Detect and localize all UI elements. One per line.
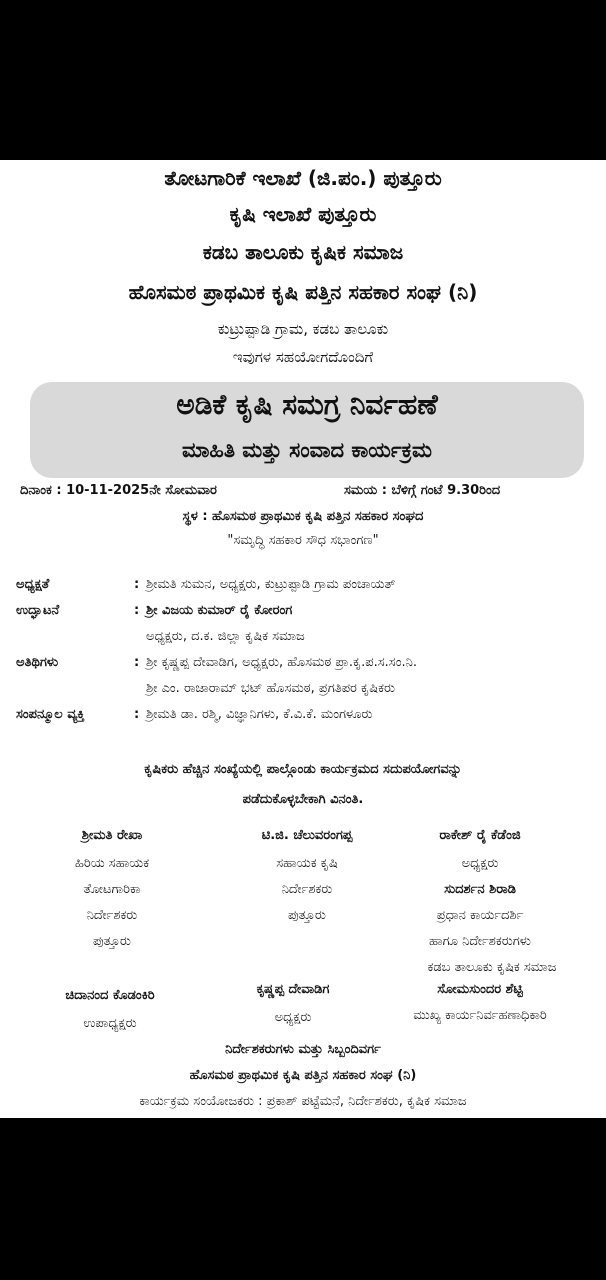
signatory-1-name: ಶ್ರೀಮತಿ ರೇಖಾ (81, 828, 143, 843)
footer-line-1: ನಿರ್ದೇಶಕರುಗಳು ಮತ್ತು ಸಿಬ್ಬಂದಿವರ್ಗ (225, 1042, 381, 1057)
header-line-1: ತೋಟಗಾರಿಕೆ ಇಲಾಖೆ (ಜಿ.ಪಂ.) ಪುತ್ತೂರು (164, 166, 442, 190)
signatory-4-designation: ಪ್ರಧಾನ ಕಾರ್ಯದರ್ಶಿ (436, 908, 524, 923)
inaugurator-value: ಶ್ರೀ ವಿಜಯ ಕುಮಾರ್ ರೈ ಕೋರಂಗ (146, 603, 293, 618)
signatory-7-designation: ಮುಖ್ಯ ಕಾರ್ಯನಿರ್ವಹಣಾಧಿಕಾರಿ (413, 1008, 547, 1023)
header-line-4: ಹೊಸಮಠ ಪ್ರಾಥಮಿಕ ಕೃಷಿ ಪತ್ತಿನ ಸಹಕಾರ ಸಂಘ (ನಿ) (128, 280, 478, 304)
title-banner (30, 382, 584, 478)
signatory-1-place: ಪುತ್ತೂರು (93, 934, 131, 949)
event-date: ದಿನಾಂಕ : 10-11-2025ನೇ ಸೋಮವಾರ (20, 483, 217, 498)
signatory-2-name: ಟಿ.ಜಿ. ಚೆಲುವರಂಗಪ್ಪ (261, 828, 353, 843)
signatory-4-organisation: ಕಡಬ ತಾಲೂಕು ಕೃಷಿಕ ಸಮಾಜ (427, 960, 557, 975)
colon: : (134, 655, 140, 670)
signatory-2-designation: ಸಹಾಯಕ ಕೃಷಿ (276, 856, 338, 871)
event-venue: ಸ್ಥಳ : ಹೊಸಮಠ ಪ್ರಾಥಮಿಕ ಕೃಷಿ ಪತ್ತಿನ ಸಹಕಾರ ಸಂಘದ (182, 509, 424, 524)
guests-label: ಅತಿಥಿಗಳು (16, 655, 59, 670)
colon: : (134, 577, 140, 592)
guest-2: ಶ್ರೀ ಎಂ. ರಾಜಾರಾಮ್ ಭಟ್ ಹೊಸಮಠ, ಪ್ರಗತಿಪರ ಕೃಷಿಕರು (146, 681, 395, 696)
header-line-2: ಕೃಷಿ ಇಲಾಖೆ ಪುತ್ತೂರು (229, 202, 377, 226)
inaugurator-label: ಉದ್ಘಾಟನೆ (16, 603, 60, 618)
event-hall: "ಸಮೃದ್ಧಿ ಸಹಕಾರ ಸೌಧ ಸಭಾಂಗಣ" (227, 533, 379, 548)
signatory-6-name: ಕೃಷ್ಣಪ್ಪ ದೇವಾಡಿಗ (256, 982, 330, 997)
president-value: ಶ್ರೀಮತಿ ಸುಮನ, ಅಧ್ಯಕ್ಷರು, ಕುಟ್ರುಪ್ಪಾಡಿ ಗ್ರಾಮ ಪಂಚಾಯತ್ (146, 577, 396, 592)
event-title: ಅಡಿಕೆ ಕೃಷಿ ಸಮಗ್ರ ನಿರ್ವಹಣೆ (176, 388, 438, 421)
signatory-2-designation: ನಿರ್ದೇಶಕರು (281, 882, 333, 897)
signatory-2-place: ಪುತ್ತೂರು (288, 908, 326, 923)
signatory-4-designation: ಹಾಗೂ ನಿರ್ದೇಶಕರುಗಳು (429, 934, 531, 949)
header-line-6: ಇವುಗಳ ಸಹಯೋಗದೊಂದಿಗೆ (232, 348, 374, 366)
invitation-notice (0, 160, 606, 1118)
inaugurator-designation: ಅಧ್ಯಕ್ಷರು, ದ.ಕ. ಜಿಲ್ಲಾ ಕೃಷಿಕ ಸಮಾಜ (146, 629, 305, 644)
guest-1: ಶ್ರೀ ಕೃಷ್ಣಪ್ಪ ದೇವಾಡಿಗ, ಅಧ್ಯಕ್ಷರು, ಹೊಸಮಠ ಪ್ರಾ.ಕೃ.ಪ.ಸ.ಸಂ.ನಿ. (146, 655, 417, 670)
signatory-6-designation: ಅಧ್ಯಕ್ಷರು (274, 1010, 312, 1025)
header-line-5: ಕುಟ್ರುಪ್ಪಾಡಿ ಗ್ರಾಮ, ಕಡಬ ತಾಲೂಕು (217, 320, 389, 338)
signatory-1-designation: ತೋಟಗಾರಿಕಾ (83, 882, 141, 897)
signatory-5-name: ಚಿದಾನಂದ ಕೊಡಂಕಿರಿ (65, 988, 155, 1003)
footer-line-2: ಹೊಸಮಠ ಪ್ರಾಥಮಿಕ ಕೃಷಿ ಪತ್ತಿನ ಸಹಕಾರ ಸಂಘ (ನಿ) (189, 1068, 417, 1083)
resource-person-value: ಶ್ರೀಮತಿ ಡಾ. ರಶ್ಮಿ, ವಿಜ್ಞಾನಿಗಳು, ಕೆ.ವಿ.ಕೆ. ಮಂಗಳೂರು (146, 707, 373, 722)
header-line-3: ಕಡಬ ತಾಲೂಕು ಕೃಷಿಕ ಸಮಾಜ (202, 240, 404, 264)
signatory-5-designation: ಉಪಾಧ್ಯಕ್ಷರು (83, 1016, 137, 1031)
colon: : (134, 603, 140, 618)
coordinator-line: ಕಾರ್ಯಕ್ರಮ ಸಂಯೋಜಕರು : ಪ್ರಕಾಶ್ ಪಟ್ಟೆಮನೆ, ನಿರ್ದೇಶಕರು, ಕೃಷಿಕ ಸಮಾಜ (139, 1094, 467, 1109)
request-line-2: ಪಡೆದುಕೊಳ್ಳಬೇಕಾಗಿ ವಿನಂತಿ. (242, 792, 364, 807)
president-label: ಅಧ್ಯಕ್ಷತೆ (16, 577, 50, 592)
signatory-7-name: ಸೋಮಸುಂದರ ಶೆಟ್ಟಿ (437, 982, 523, 997)
event-time: ಸಮಯ : ಬೆಳಿಗ್ಗೆ ಗಂಟೆ 9.30ರಿಂದ (344, 483, 501, 498)
resource-person-label: ಸಂಪನ್ಮೂಲ ವ್ಯಕ್ತಿ (16, 707, 85, 722)
event-subtitle: ಮಾಹಿತಿ ಮತ್ತು ಸಂವಾದ ಕಾರ್ಯಕ್ರಮ (182, 438, 432, 462)
colon: : (134, 707, 140, 722)
signatory-3-name: ರಾಕೇಶ್ ರೈ ಕೆಡೆಂಜಿ (439, 828, 521, 843)
signatory-1-designation: ಹಿರಿಯ ಸಹಾಯಕ (74, 856, 150, 871)
signatory-1-designation: ನಿರ್ದೇಶಕರು (86, 908, 138, 923)
signatory-3-designation: ಅಧ್ಯಕ್ಷರು (461, 856, 499, 871)
status-bar (0, 0, 606, 40)
signatory-4-name: ಸುದರ್ಶನ ಶಿರಾಡಿ (444, 882, 516, 897)
request-line-1: ಕೃಷಿಕರು ಹೆಚ್ಚಿನ ಸಂಖ್ಯೆಯಲ್ಲಿ ಪಾಲ್ಗೊಂಡು ಕಾರ್ಯಕ್ರಮದ ಸದುಪಯೋಗವನ್ನು (144, 762, 462, 777)
